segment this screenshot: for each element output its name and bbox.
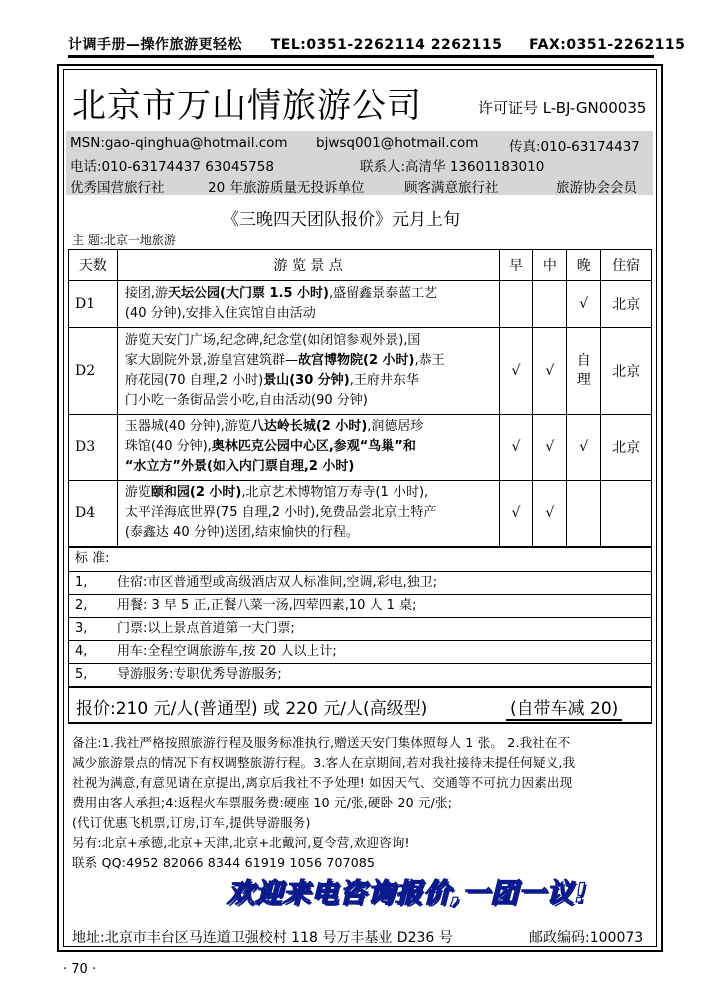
list-item [69, 663, 651, 686]
highlight-text: 天坛公园(大门票 1.5 小时) [168, 285, 329, 301]
highlight-text: “水立方”外景(如入内门票自理,2 小时) [124, 459, 355, 475]
dinner-mark [567, 480, 601, 546]
itinerary-text: 接团,游 [124, 285, 168, 301]
standard-text: 导游服务:专职优秀导游服务; [117, 667, 282, 682]
honor-2: 20 年旅游质量无投诉单位 [208, 180, 365, 196]
itinerary-text: ,北京艺术博物馆万寿寺(1 小时), [241, 485, 429, 501]
dinner-mark: 自理 [576, 352, 591, 388]
list-item [69, 617, 651, 640]
note-line: 减少旅游景点的情况下有权调整旅游行程。3.客人在京期间,若对我社接待未提任何疑义,我 [72, 755, 576, 770]
itinerary-text: 家大剧院外景,游皇宫建筑群— [124, 352, 298, 368]
honor-3: 顾客满意旅行社 [404, 180, 499, 196]
price-note: (自带车减 20) [506, 694, 622, 721]
itinerary-text: 玉器城(40 分钟),游览 [124, 419, 251, 435]
itinerary-line [125, 437, 495, 457]
table-row [69, 480, 652, 546]
col-header-breakfast: 早 [499, 250, 533, 281]
hotel-city: 北京 [601, 281, 652, 327]
itinerary-line [125, 304, 495, 324]
itinerary-line [125, 523, 495, 543]
highlight-text: 景山(30 分钟) [263, 372, 350, 388]
note-line: (代订优惠飞机票,订房,订车,提供导游服务) [72, 815, 311, 830]
day-cell: D2 [69, 327, 118, 415]
col-header-dinner: 晚 [567, 250, 601, 281]
highlight-text: 故宫博物院(2 小时) [298, 352, 415, 368]
itinerary-line [125, 284, 495, 304]
itinerary-desc [117, 415, 499, 480]
msn-address: MSN:gao-qinghua@hotmail.com [70, 135, 288, 151]
standards-label-row [69, 548, 651, 570]
lunch-mark: √ [533, 415, 567, 480]
itinerary-text: ,恭王 [414, 352, 445, 368]
page-number: · 70 · [63, 962, 97, 977]
highlight-text: 八达岭长城(2 小时) [250, 419, 368, 435]
price-text: 报价:210 元/人(普通型) 或 220 元/人(高级型) [76, 699, 428, 719]
standard-text: 用餐: 3 早 5 正,正餐八菜一汤,四荤四素,10 人 1 桌; [117, 598, 417, 613]
day-cell: D3 [69, 415, 118, 480]
itinerary-line [125, 417, 495, 437]
itinerary-desc [117, 480, 499, 546]
table-row [69, 281, 652, 327]
slogan-banner: 欢迎来电咨询报价,一团一议! [227, 878, 588, 909]
highlight-text: 颐和园(2 小时) [150, 485, 242, 501]
itinerary-table [68, 249, 652, 547]
breakfast-mark [499, 281, 533, 327]
itinerary-line [125, 371, 495, 391]
note-line: 另有:北京+承德,北京+天津,北京+北戴河,夏令营,欢迎咨询! [72, 835, 410, 850]
lunch-mark [533, 281, 567, 327]
standards-label: 标 准: [75, 551, 110, 566]
col-header-lunch: 中 [533, 250, 567, 281]
dinner-mark: √ [567, 281, 601, 327]
standard-number: 5, [75, 667, 88, 682]
col-header-hotel: 住宿 [601, 250, 652, 281]
table-row [69, 327, 652, 415]
breakfast-mark: √ [499, 480, 533, 546]
itinerary-text: 太平洋海底世界(75 自理,2 小时),免费品尝北京土特产 [124, 505, 437, 521]
table-row [69, 415, 652, 480]
standard-text: 用车:全程空调旅游车,按 20 人以上计; [117, 644, 337, 659]
itinerary-text: (40 分钟),安排入住宾馆自由活动 [124, 305, 316, 321]
table-header-row [69, 250, 652, 281]
itinerary-desc [117, 327, 499, 415]
contact-person: 联系人:高清华 13601183010 [360, 159, 545, 175]
itinerary-line [125, 331, 495, 351]
col-header-day: 天数 [69, 250, 118, 281]
hotel-city: 北京 [601, 327, 652, 415]
itinerary-desc [117, 281, 499, 327]
subject-line: 主 题:北京一地旅游 [72, 233, 176, 247]
itinerary-text: ,王府井东华 [349, 372, 419, 388]
header-tagline: 计调手册—操作旅游更轻松 [68, 37, 242, 53]
lunch-mark: √ [533, 480, 567, 546]
dinner-mark: √ [567, 415, 601, 480]
standard-number: 3, [75, 621, 88, 636]
standard-number: 1, [75, 575, 88, 590]
list-item [69, 571, 651, 594]
phone-number: 电话:010-63174437 63045758 [70, 159, 274, 175]
standard-text: 住宿:市区普通型或高级酒店双人标准间,空调,彩电,独卫; [117, 575, 438, 590]
note-line: 社视为满意,有意见请在京提出,离京后我社不予处理! 如因天气、交通等不可抗力因素出现 [72, 775, 573, 790]
itinerary-text: 游览 [124, 485, 151, 501]
standard-text: 门票:以上景点首道第一大门票; [117, 621, 295, 636]
standards-box [68, 547, 652, 687]
hotel-city: 北京 [601, 415, 652, 480]
itinerary-text: ,盛留鑫景泰蓝工艺 [328, 285, 438, 301]
itinerary-line [125, 483, 495, 503]
list-item [69, 640, 651, 663]
itinerary-text: 府花园(70 自理,2 小时) [124, 372, 264, 388]
header-fax: FAX:0351-2262115 [529, 37, 686, 53]
quote-title: 《三晚四天团队报价》元月上旬 [222, 210, 460, 230]
company-name: 北京市万山情旅游公司 [72, 86, 422, 126]
list-item [69, 594, 651, 617]
day-cell: D4 [69, 480, 118, 546]
note-line: 备注:1.我社严格按照旅游行程及服务标准执行,赠送天安门集体照每人 1 张。 2.我社在不 [72, 735, 571, 750]
itinerary-line [125, 457, 495, 477]
day-cell: D1 [69, 281, 118, 327]
honor-1: 优秀国营旅行社 [70, 180, 165, 196]
hotel-city [601, 480, 652, 546]
address: 地址:北京市丰台区马连道卫强校村 118 号万丰基业 D236 号 [72, 930, 453, 946]
breakfast-mark: √ [499, 415, 533, 480]
fax-number: 传真:010-63174437 [509, 139, 640, 155]
itinerary-text: ,润德居珍 [367, 419, 424, 435]
postcode: 邮政编码:100073 [529, 930, 644, 946]
note-line: 费用由客人承担;4:返程火车票服务费:硬座 10 元/张,硬卧 20 元/张; [72, 795, 453, 810]
lunch-mark: √ [533, 327, 567, 415]
itinerary-line [125, 391, 495, 411]
itinerary-text: 游览天安门广场,纪念碑,纪念堂(如闭馆参观外景),国 [124, 332, 421, 348]
col-header-sights: 游 览 景 点 [117, 250, 499, 281]
itinerary-line [125, 503, 495, 523]
standard-number: 2, [75, 598, 88, 613]
email-address: bjwsq001@hotmail.com [316, 135, 479, 151]
license-number: 许可证号 L-BJ-GN00035 [478, 99, 647, 117]
header-tel: TEL:0351-2262114 2262115 [270, 37, 503, 53]
highlight-text: 奥林匹克公园中心区,参观“鸟巢”和 [211, 439, 416, 455]
breakfast-mark: √ [499, 327, 533, 415]
top-banner [68, 34, 686, 54]
itinerary-text: 珠馆(40 分钟), [124, 439, 212, 455]
itinerary-text: (泰鑫达 40 分钟)送团,结束愉快的行程。 [124, 525, 359, 541]
itinerary-line [125, 351, 495, 371]
header-rule [68, 55, 654, 58]
honor-4: 旅游协会会员 [556, 180, 637, 196]
standard-number: 4, [75, 644, 88, 659]
contact-qq: 联系 QQ:4952 82066 8344 61919 1056 707085 [72, 855, 376, 870]
itinerary-text: 门小吃一条街品尝小吃,自由活动(90 分钟) [124, 392, 368, 408]
